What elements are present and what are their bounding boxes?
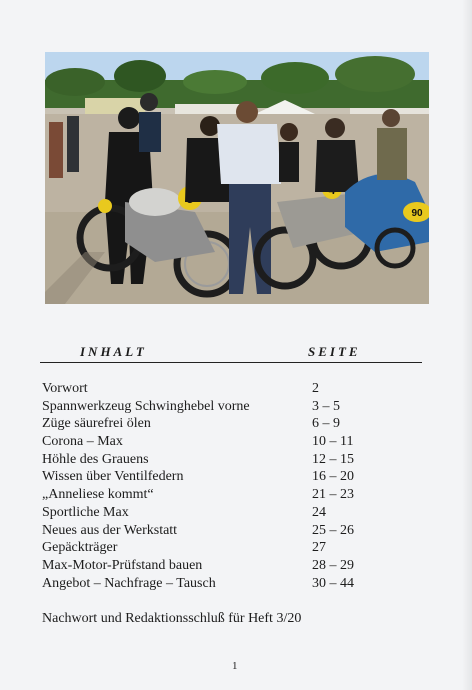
toc-entry bbox=[42, 504, 402, 522]
toc-entry-title: Wissen über Ventilfedern bbox=[42, 469, 184, 485]
toc-heading-seite: SEITE bbox=[308, 344, 361, 359]
toc-entry-page: 12 – 15 bbox=[312, 451, 354, 467]
toc-entry-page: 30 – 44 bbox=[312, 575, 354, 591]
toc-list bbox=[42, 380, 402, 592]
toc-entry-title: Max-Motor-Prüfstand bauen bbox=[42, 557, 203, 573]
toc-entry-title: „Anneliese kommt“ bbox=[42, 487, 154, 503]
toc-entry-page: 6 – 9 bbox=[312, 416, 340, 432]
toc-entry bbox=[42, 522, 402, 540]
page-edge-shadow bbox=[462, 0, 472, 690]
toc-entry bbox=[42, 557, 402, 575]
toc-entry-page: 28 – 29 bbox=[312, 557, 354, 573]
toc-entry-page: 3 – 5 bbox=[312, 398, 340, 414]
toc-entry-title: Spannwerkzeug Schwinghebel vorne bbox=[42, 398, 250, 414]
toc-heading-inhalt: INHALT bbox=[80, 344, 147, 359]
closing-note: Nachwort und Redaktionsschluß für Heft 3/20 bbox=[42, 611, 302, 626]
toc-entry bbox=[42, 539, 402, 557]
toc-entry bbox=[42, 486, 402, 504]
toc-entry bbox=[42, 415, 402, 433]
toc-entry-page: 2 bbox=[312, 381, 319, 396]
toc-entry-page: 24 bbox=[312, 504, 326, 520]
toc-entry-title: Sportliche Max bbox=[42, 504, 129, 520]
cover-photo bbox=[45, 52, 429, 304]
toc-entry-title: Züge säurefrei ölen bbox=[42, 416, 151, 432]
toc-heading-row bbox=[40, 344, 422, 363]
toc-entry-title: Gepäckträger bbox=[42, 540, 118, 556]
toc-entry-page: 16 – 20 bbox=[312, 469, 354, 485]
toc-entry-title: Angebot – Nachfrage – Tausch bbox=[42, 575, 216, 591]
toc-entry bbox=[42, 468, 402, 486]
toc-entry-title: Neues aus der Werkstatt bbox=[42, 522, 178, 538]
toc-entry-title: Höhle des Grauens bbox=[42, 451, 149, 467]
page-number: 1 bbox=[232, 660, 238, 672]
toc-entry-title: Corona – Max bbox=[42, 434, 123, 450]
toc-entry-page: 10 – 11 bbox=[312, 434, 354, 450]
toc-entry-page: 25 – 26 bbox=[312, 522, 354, 538]
toc-entry bbox=[42, 398, 402, 416]
toc-entry bbox=[42, 433, 402, 451]
toc-entry bbox=[42, 380, 402, 398]
toc-entry bbox=[42, 451, 402, 469]
toc-entry-page: 27 bbox=[312, 540, 326, 556]
toc-entry bbox=[42, 575, 402, 593]
toc-entry-page: 21 – 23 bbox=[312, 487, 354, 503]
plate-number-90: 90 bbox=[411, 208, 423, 219]
toc-entry-title: Vorwort bbox=[42, 381, 88, 396]
